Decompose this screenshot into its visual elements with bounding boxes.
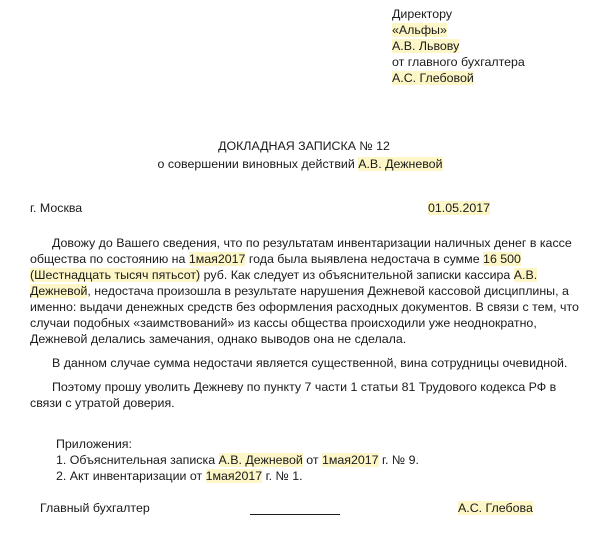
- p1-line-1: Довожу до Вашего сведения, что по результатам инвентаризации наличных денег в кассе: [52, 236, 572, 250]
- memo-body: [30, 235, 579, 411]
- memo-date: [428, 200, 490, 216]
- text-span: 2. Акт инвентаризации от: [56, 469, 206, 483]
- p3-line-1: Поэтому прошу уволить Дежневу по пункту 7 части 1 статьи 81 Трудового кодекса РФ в: [52, 380, 557, 394]
- signatory-name: А.С. Глебова: [458, 501, 533, 515]
- p1-line-5: именно: выдачи денежных средств без оформления расходных документов. В связи с тем, что: [30, 300, 579, 314]
- text-span: от: [302, 453, 322, 467]
- addressee-block: [392, 6, 525, 86]
- memo-subtitle: [0, 156, 600, 174]
- cashier-initials: А.В.: [513, 268, 538, 282]
- addressee-position: Директору: [392, 7, 453, 21]
- attachments-heading: Приложения:: [56, 437, 132, 451]
- shortage-date: 1мая2017: [188, 252, 246, 266]
- text-span: руб. Как следует из объяснительной записки кассира: [200, 268, 514, 282]
- cashier-surname: Дежневой: [30, 284, 88, 298]
- p1-line-6: случаи подобных «заимствований» из кассы общества происходили уже неоднократно,: [30, 316, 537, 330]
- memo-date-value: 01.05.2017: [428, 201, 491, 215]
- attachment-1-date: 1мая2017: [322, 453, 379, 467]
- p1-line-2: [30, 251, 570, 267]
- p1-line-7: Дежневой делались замечания, однако выводов она не сделала.: [30, 332, 407, 346]
- shortage-amount: 16 500: [483, 252, 521, 266]
- memo-title-block: [0, 138, 600, 174]
- p3-line-2: связи с утратой доверия.: [30, 396, 175, 410]
- paragraph-3: [30, 379, 570, 411]
- p1-line-3: [30, 267, 570, 283]
- text-span: 1. Объяснительная записка: [56, 453, 219, 467]
- text-span: г. № 9.: [378, 453, 419, 467]
- text-span: г. № 1.: [262, 469, 303, 483]
- attachment-item-2: [56, 468, 419, 484]
- paragraph-1: [30, 235, 579, 347]
- subtitle-text: о совершении виновных действий: [157, 157, 359, 171]
- subtitle-name: А.В. Дежневой: [358, 157, 443, 171]
- p1-line-4: [30, 283, 570, 299]
- addressee-name: А.В. Львову: [392, 39, 460, 53]
- sender-position: от главного бухгалтера: [392, 55, 525, 69]
- attachment-2-date: 1мая2017: [205, 469, 263, 483]
- attachment-item-1: [56, 452, 419, 468]
- text-span: года была выявлена недостача в сумме: [245, 252, 484, 266]
- shortage-amount-words: (Шестнадцать тысяч пятьсот): [30, 268, 201, 282]
- attachments-block: [56, 436, 419, 484]
- text-span: общества по состоянию на: [30, 252, 189, 266]
- signature-line: [250, 514, 340, 515]
- paragraph-2: В данном случае сумма недостачи является существенной, вина сотрудницы очевидной.: [52, 356, 568, 370]
- memo-heading: ДОКЛАДНАЯ ЗАПИСКА № 12: [218, 139, 390, 153]
- signature-name: [458, 500, 533, 516]
- signature-role: Главный бухгалтер: [40, 501, 150, 515]
- text-span: , недостача произошла в результате нарушения Дежневой кассовой дисциплины, а: [87, 284, 569, 298]
- attachment-1-name: А.В. Дежневой: [218, 453, 303, 467]
- place-label: г. Москва: [30, 201, 83, 215]
- addressee-company: «Альфы»: [392, 23, 447, 37]
- sender-name: А.С. Глебовой: [392, 71, 474, 85]
